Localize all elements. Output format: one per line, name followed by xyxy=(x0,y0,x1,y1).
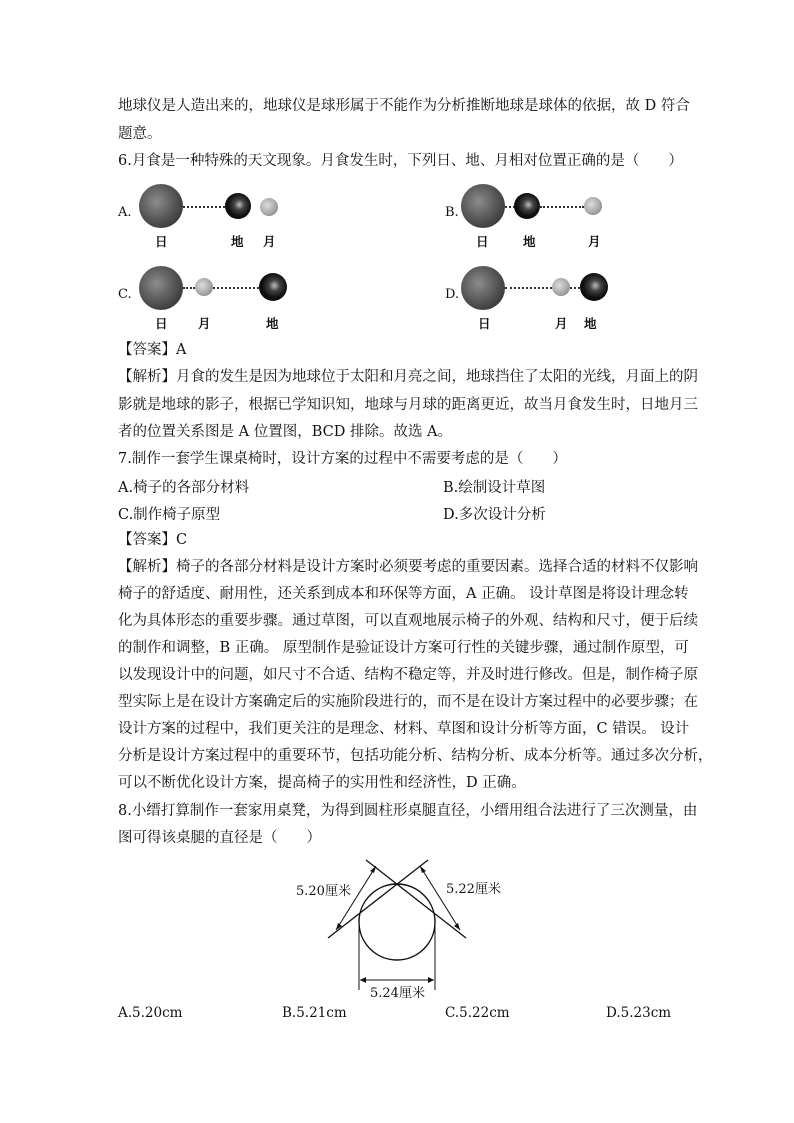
diameter-measurement-figure xyxy=(290,852,490,1002)
moon-icon xyxy=(260,198,278,216)
earth-label: 地 xyxy=(231,234,244,249)
ruler-line xyxy=(366,860,466,938)
sun-label: 日 xyxy=(476,234,489,249)
explanation-line: 化为具体形态的重要步骤。通过草图，可以直观地展示椅子的外观、结构和尺寸，便于后续 xyxy=(118,613,698,629)
paragraph-line: 题意。 xyxy=(118,126,162,142)
explanation-line: 的制作和调整，B 正确。 原型制作是验证设计方案可行性的关键步骤，通过制作原型，可 xyxy=(118,640,689,656)
measurement-label: 5.22厘米 xyxy=(446,882,501,897)
option-c-label: C. xyxy=(118,287,132,302)
measurement-label: 5.24厘米 xyxy=(370,986,425,1001)
choice-d: D.多次设计分析 xyxy=(443,507,546,523)
dotted-line xyxy=(213,287,259,289)
explanation-line: 【解析】椅子的各部分材料是设计方案时必须要考虑的重要因素。选择合适的材料不仅影响 xyxy=(118,559,698,575)
sun-icon xyxy=(139,184,183,228)
sun-label: 日 xyxy=(478,316,491,331)
earth-icon xyxy=(580,273,608,301)
choice-b: B.绘制设计草图 xyxy=(443,480,546,496)
paragraph-line: 地球仪是人造出来的，地球仪是球形属于不能作为分析推断地球是球体的依据，故 D 符合 xyxy=(118,98,690,114)
earth-icon xyxy=(225,193,251,219)
table-leg-circle xyxy=(359,884,435,960)
answer-7: 【答案】C xyxy=(118,532,188,548)
choice-c: C.制作椅子原型 xyxy=(118,507,221,523)
question-6: 6.月食是一种特殊的天文现象。月食发生时，下列日、地、月相对位置正确的是（ ） xyxy=(118,153,683,169)
dotted-line xyxy=(540,206,584,208)
question-8: 8.小缙打算制作一套家用桌凳，为得到圆柱形桌腿直径，小缙用组合法进行了三次测量，由 xyxy=(118,803,698,819)
earth-label: 地 xyxy=(266,316,279,331)
earth-icon xyxy=(514,193,540,219)
moon-label: 月 xyxy=(198,316,211,331)
moon-icon xyxy=(584,197,602,215)
sun-icon xyxy=(461,266,505,310)
sun-label: 日 xyxy=(155,316,168,331)
choice-c: C.5.22cm xyxy=(445,1005,510,1021)
moon-icon xyxy=(552,278,570,296)
dotted-line xyxy=(183,287,195,289)
arrow-head xyxy=(420,866,426,873)
explanation-line: 以发现设计中的问题，如尺寸不合适、结构不稳定等，并及时进行修改。但是，制作椅子原 xyxy=(118,667,698,683)
answer-6: 【答案】A xyxy=(118,342,187,358)
sun-label: 日 xyxy=(155,234,168,249)
explanation-line: 【解析】月食的发生是因为地球位于太阳和月亮之间，地球挡住了太阳的光线，月面上的阴 xyxy=(118,369,698,385)
option-a-label: A. xyxy=(118,205,132,220)
explanation-line: 影就是地球的影子，根据已学知识知，地球与月球的距离更近，故当月食发生时，日地月三 xyxy=(118,397,698,413)
moon-label: 月 xyxy=(263,234,276,249)
sun-icon xyxy=(461,184,505,228)
ruler-line xyxy=(328,860,428,938)
sun-icon xyxy=(139,266,183,310)
moon-label: 月 xyxy=(588,234,601,249)
explanation-line: 椅子的舒适度、耐用性，还关系到成本和环保等方面，A 正确。 设计草图是将设计理念转 xyxy=(118,586,689,602)
dotted-line xyxy=(570,287,580,289)
question-8-cont: 图可得该桌腿的直径是（ ） xyxy=(118,830,321,846)
question-7: 7.制作一套学生课桌椅时，设计方案的过程中不需要考虑的是（ ） xyxy=(118,451,567,467)
arrow-head xyxy=(428,977,434,983)
dotted-line xyxy=(183,206,225,208)
explanation-line: 设计方案的过程中，我们更关注的是理念、材料、草图和设计分析等方面，C 错误。 设计 xyxy=(118,721,690,737)
option-d-label: D. xyxy=(445,287,460,302)
option-b-label: B. xyxy=(445,205,459,220)
choice-a: A.椅子的各部分材料 xyxy=(118,480,250,496)
arrow-head xyxy=(360,977,366,983)
explanation-line: 者的位置关系图是 A 位置图，BCD 排除。故选 A。 xyxy=(118,424,453,440)
measurement-label: 5.20厘米 xyxy=(296,884,351,899)
earth-icon xyxy=(259,273,287,301)
explanation-line: 可以不断优化设计方案，提高椅子的实用性和经济性，D 正确。 xyxy=(118,775,526,791)
earth-label: 地 xyxy=(523,234,536,249)
choice-a: A.5.20cm xyxy=(118,1005,183,1021)
arrow-head xyxy=(370,866,376,873)
moon-icon xyxy=(195,278,213,296)
earth-label: 地 xyxy=(584,316,597,331)
choice-d: D.5.23cm xyxy=(606,1005,672,1021)
choice-b: B.5.21cm xyxy=(282,1005,347,1021)
explanation-line: 分析是设计方案过程中的重要环节，包括功能分析、结构分析、成本分析等。通过多次分析， xyxy=(118,748,713,764)
explanation-line: 型实际上是在设计方案确定后的实施阶段进行的，而不是在设计方案过程中的必要步骤；在 xyxy=(118,694,698,710)
dotted-line xyxy=(505,287,552,289)
moon-label: 月 xyxy=(555,316,568,331)
